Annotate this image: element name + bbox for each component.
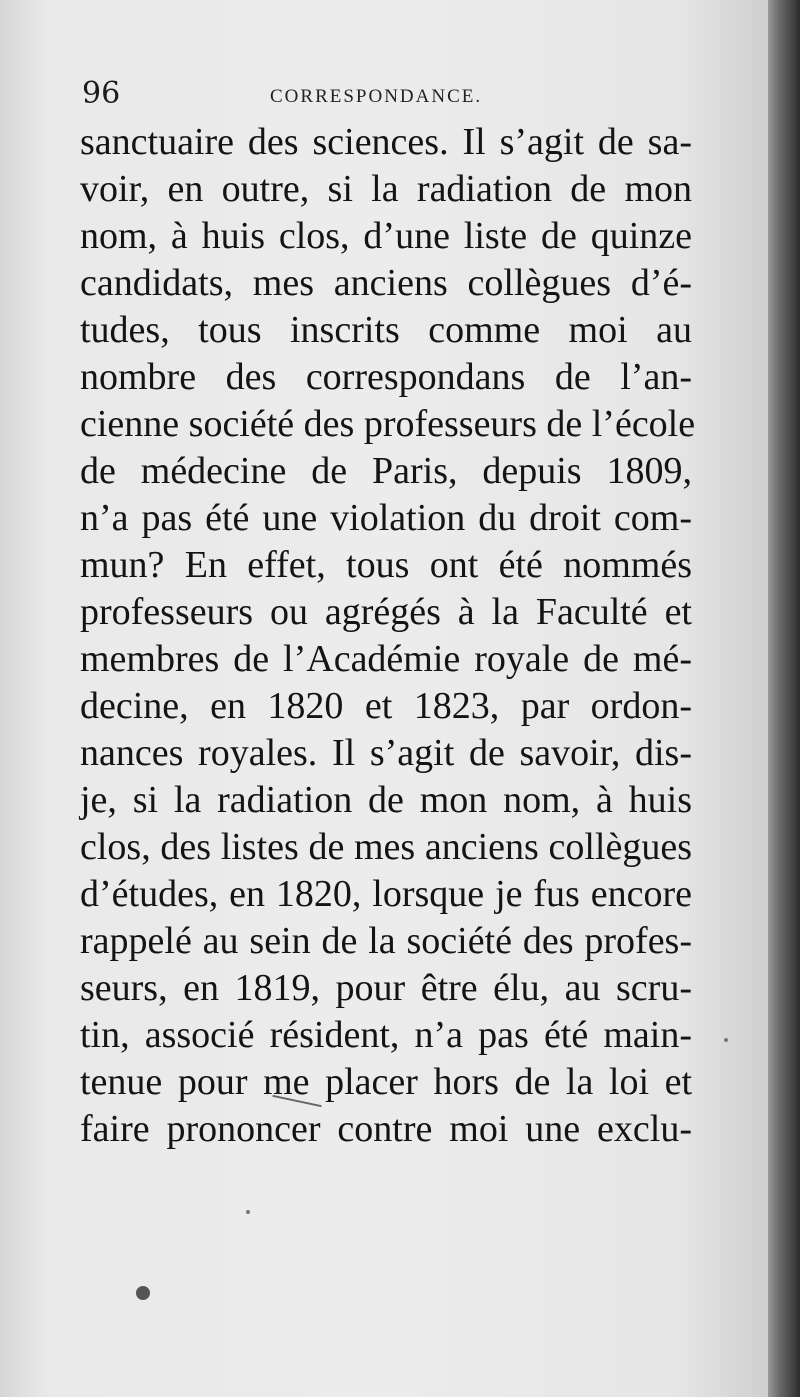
text-line: professeurs ou agrégés à la Faculté et <box>80 591 692 633</box>
running-head: CORRESPONDANCE. <box>270 86 483 107</box>
text-line: je, si la radiation de mon nom, à huis <box>80 779 692 821</box>
text-line: seurs, en 1819, pour être élu, au scru- <box>80 967 692 1009</box>
text-line: clos, des listes de mes anciens collègues <box>80 826 692 868</box>
text-line: nombre des correspondans de l’an- <box>80 356 692 398</box>
text-line: decine, en 1820 et 1823, par ordon- <box>80 685 692 727</box>
text-line: rappelé au sein de la société des profes- <box>80 920 692 962</box>
ink-speck <box>246 1210 250 1214</box>
text-line: sanctuaire des sciences. Il s’agit de sa- <box>80 121 692 163</box>
text-line: tenue pour me placer hors de la loi et <box>80 1061 692 1103</box>
text-line: faire prononcer contre moi une exclu- <box>80 1108 692 1150</box>
text-line: n’a pas été une violation du droit com- <box>80 497 692 539</box>
page-edge <box>768 0 800 1397</box>
text-line: tin, associé résident, n’a pas été main- <box>80 1014 692 1056</box>
ink-speck <box>724 1038 728 1042</box>
text-line: nom, à huis clos, d’une liste de quinze <box>80 215 692 257</box>
text-line: candidats, mes anciens collègues d’é- <box>80 262 692 304</box>
text-line: d’études, en 1820, lorsque je fus encore <box>80 873 692 915</box>
ink-spot <box>136 1286 150 1300</box>
text-line: cienne société des professeurs de l’école <box>80 403 696 445</box>
text-line: de médecine de Paris, depuis 1809, <box>80 450 692 492</box>
page-number: 96 <box>82 76 121 111</box>
text-line: membres de l’Académie royale de mé- <box>80 638 692 680</box>
text-line: tudes, tous inscrits comme moi au <box>80 309 692 351</box>
text-line: voir, en outre, si la radiation de mon <box>80 168 692 210</box>
text-line: nances royales. Il s’agit de savoir, dis- <box>80 732 692 774</box>
text-line: mun? En effet, tous ont été nommés <box>80 544 692 586</box>
